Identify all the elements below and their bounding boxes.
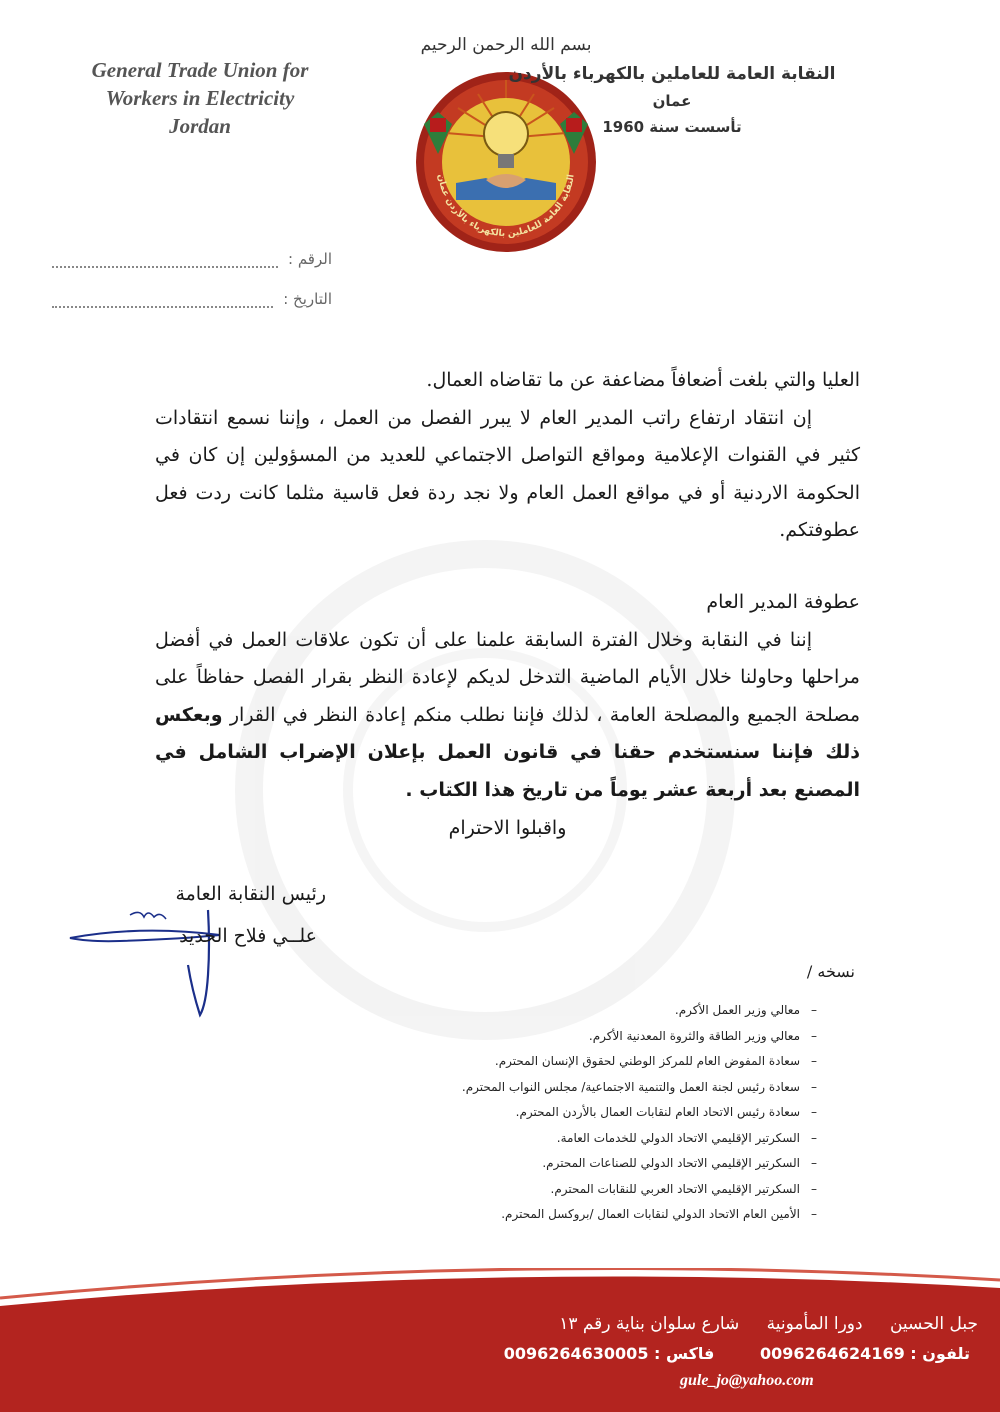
- founded-year: تأسست سنة 1960: [602, 118, 742, 136]
- footer-address-part: شارع سلوان بناية رقم ١٣: [559, 1314, 740, 1334]
- signatory-name: علــي فلاح الحديد: [179, 925, 317, 947]
- reference-number-line: [52, 246, 278, 268]
- list-item: – الأمين العام الاتحاد الدولي لنقابات العمال /بروكسل المحترم.: [501, 1207, 817, 1221]
- footer-phone: تلفون : 0096264624169: [759, 1344, 970, 1363]
- english-name-line: Workers in Electricity: [105, 86, 295, 110]
- paragraph-3-text: إننا في النقابة وخلال الفترة السابقة علمنا على أن تكون علاقات العمل في أفضل مراحلها وحاولنا خلال الأيام الماضية التدخل لديكم لإعادة النظر بقرار الفصل حفاظاً على مصلحة الجميع والمصلحة العامة ، لذلك فإننا نطلب منكم إعادة النظر في القرار: [155, 628, 860, 726]
- reference-block: [52, 228, 332, 308]
- logo-ring-text: النقابة العامة للعاملين بالكهرباء بالأردن عمان: [435, 173, 577, 240]
- closing-line: واقبلوا الاحترام: [448, 816, 567, 839]
- letter-body: [155, 362, 860, 847]
- reference-date-line: [52, 286, 273, 308]
- paragraph-3: [155, 622, 860, 810]
- city-name: عمان: [652, 92, 692, 110]
- list-item: – سعادة رئيس لجنة العمل والتنمية الاجتماعية/ مجلس النواب المحترم.: [461, 1079, 817, 1094]
- list-item: – سعادة رئيس الاتحاد العام لنقابات العمال بالأردن المحترم.: [515, 1105, 817, 1119]
- basmala-text: بسم الله الرحمن الرحيم: [420, 35, 592, 55]
- footer-address: [537, 1314, 978, 1334]
- signatory-title: رئيس النقابة العامة: [175, 883, 326, 905]
- footer-address-part: جبل الحسين: [889, 1314, 978, 1334]
- salutation: عطوفة المدير العام: [706, 590, 860, 613]
- list-item: – السكرتير الإقليمي الاتحاد الدولي للصناعات المحترم.: [542, 1156, 817, 1170]
- list-item: – معالي وزير العمل الأكرم.: [674, 1003, 817, 1017]
- paragraph-3-bold: وبعكس ذلك فإننا سنستخدم حقنا في قانون العمل بإعلان الإضراب الشامل في المصنع بعد أربعة عشر يوماً من تاريخ هذا الكتاب .: [155, 703, 860, 801]
- list-item: – سعادة المفوض العام للمركز الوطني لحقوق الإنسان المحترم.: [494, 1054, 817, 1068]
- arabic-union-header: [472, 60, 872, 140]
- english-name-line: Jordan: [169, 114, 231, 138]
- reference-number-label: الرقم :: [288, 250, 332, 268]
- list-item: – السكرتير الإقليمي الاتحاد الدولي للخدمات العامة.: [556, 1130, 817, 1145]
- english-union-name: [40, 56, 360, 140]
- handwritten-signature: [60, 905, 260, 1025]
- footer-fax: فاكس : 0096264630005: [503, 1344, 715, 1363]
- copies-list: [462, 998, 828, 1228]
- arabic-union-name: النقابة العامة للعاملين بالكهرباء بالأردن: [508, 64, 836, 84]
- footer-band: [0, 1268, 1000, 1412]
- list-item: – معالي وزير الطاقة والثروة المعدنية الأكرم.: [588, 1028, 817, 1043]
- paragraph-2: إن انتقاد ارتفاع راتب المدير العام لا يبرر الفصل من العمل ، وإننا نسمع انتقادات كثير في القنوات الإعلامية ومواقع التواصل الاجتماعي للعديد من المسؤولين إن كان في الحكومة الاردنية أو في مواقع العمل العام ولا نجد ردة فعل قاسية مثلما كانت ردت فعل عطوفتكم.: [155, 406, 860, 542]
- paragraph-1: العليا والتي بلغت أضعافاً مضاعفة عن ما تقاضاه العمال.: [426, 369, 860, 391]
- reference-date-row: [52, 268, 332, 308]
- reference-date-label: التاريخ :: [283, 290, 332, 308]
- english-name-line: General Trade Union for: [91, 58, 309, 82]
- footer-contact: [464, 1344, 970, 1363]
- copies-title: نسخه /: [806, 962, 855, 981]
- list-item: – السكرتير الإقليمي الاتحاد العربي للنقابات المحترم.: [550, 1181, 817, 1196]
- footer-email: gule_jo@yahoo.com: [680, 1372, 814, 1389]
- reference-number-row: [52, 228, 332, 268]
- footer-address-part: دورا المأمونية: [766, 1314, 863, 1334]
